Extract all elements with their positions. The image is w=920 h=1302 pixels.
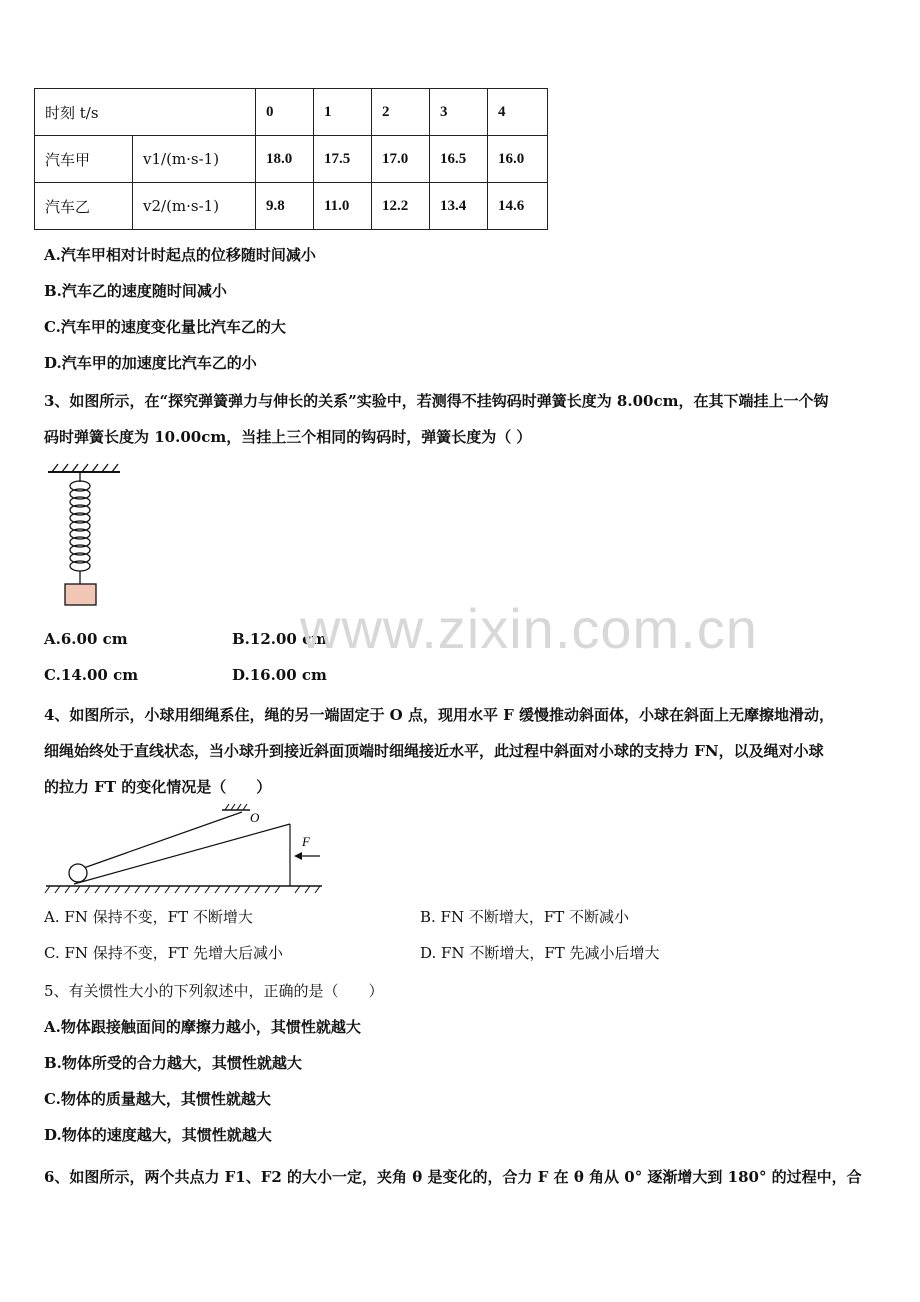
q2-option-c: C.汽车甲的速度变化量比汽车乙的大 [44, 318, 286, 336]
table-cell: 11.0 [314, 183, 372, 230]
q3-option-b: B.12.00 cm [232, 630, 328, 648]
q4-stem-line3: 的拉力 FT 的变化情况是（ ） [44, 778, 272, 796]
table-cell: 汽车乙 [35, 183, 133, 230]
q3-option-a: A.6.00 cm [44, 630, 128, 648]
q2-option-a: A.汽车甲相对计时起点的位移随时间减小 [44, 246, 316, 264]
q5-option-d: D.物体的速度越大，其惯性就越大 [44, 1126, 272, 1144]
table-header-row [35, 89, 548, 136]
point-o-label: O [250, 810, 260, 825]
q4-stem-line1: 4、如图所示，小球用细绳系住，绳的另一端固定于 O 点，现用水平 F 缓慢推动斜面体，小球在斜面上无摩擦地滑动， [44, 706, 835, 724]
table-cell: 16.5 [430, 136, 488, 183]
q4-option-c: C. FN 保持不变，FT 先增大后减小 [44, 944, 283, 962]
q4-option-b: B. FN 不断增大，FT 不断减小 [420, 908, 630, 926]
table-header-cell: 1 [314, 89, 372, 136]
table-header-cell: 2 [372, 89, 430, 136]
table-row [35, 136, 548, 183]
q3-stem-line2: 码时弹簧长度为 10.00cm，当挂上三个相同的钩码时，弹簧长度为（ ） [44, 428, 532, 446]
q4-option-a: A. FN 保持不变，FT 不断增大 [44, 908, 253, 926]
q6-stem-line1: 6、如图所示，两个共点力 F1、F2 的大小一定，夹角 θ 是变化的，合力 F 在 θ 角从 0° 逐渐增大到 180° 的过程中，合 [44, 1168, 862, 1186]
table-header-cell: 时刻 t/s [35, 89, 256, 136]
q5-stem: 5、有关惯性大小的下列叙述中，正确的是（ ） [44, 982, 384, 1000]
table-cell: 9.8 [256, 183, 314, 230]
table-cell: 18.0 [256, 136, 314, 183]
table-row [35, 183, 548, 230]
table-cell: v2/(m·s-1) [133, 183, 256, 230]
table-cell: 汽车甲 [35, 136, 133, 183]
q5-option-a: A.物体跟接触面间的摩擦力越小，其惯性就越大 [44, 1018, 361, 1036]
q4-stem-line2: 细绳始终处于直线状态，当小球升到接近斜面顶端时细绳接近水平，此过程中斜面对小球的支持力 FN，以及绳对小球 [44, 742, 824, 760]
table-cell: v1/(m·s-1) [133, 136, 256, 183]
watermark: www.zixin.com.cn [300, 597, 758, 660]
table-cell: 16.0 [488, 136, 548, 183]
table-cell: 17.5 [314, 136, 372, 183]
q2-option-b: B.汽车乙的速度随时间减小 [44, 282, 227, 300]
spring-diagram [44, 462, 134, 612]
table-header-cell: 0 [256, 89, 314, 136]
table-header-cell: 4 [488, 89, 548, 136]
table-cell: 12.2 [372, 183, 430, 230]
q4-option-d: D. FN 不断增大，FT 先减小后增大 [420, 944, 660, 962]
table-cell: 17.0 [372, 136, 430, 183]
q5-option-b: B.物体所受的合力越大，其惯性就越大 [44, 1054, 302, 1072]
table-header-cell: 3 [430, 89, 488, 136]
table-cell: 13.4 [430, 183, 488, 230]
q5-option-c: C.物体的质量越大，其惯性就越大 [44, 1090, 271, 1108]
force-f-label: F [302, 834, 310, 849]
velocity-table [34, 88, 548, 230]
q3-stem-line1: 3、如图所示，在“探究弹簧弹力与伸长的关系”实验中，若测得不挂钩码时弹簧长度为 8.00cm，在其下端挂上一个钩 [44, 392, 829, 410]
q3-option-d: D.16.00 cm [232, 666, 327, 684]
q2-option-d: D.汽车甲的加速度比汽车乙的小 [44, 354, 257, 372]
q3-option-c: C.14.00 cm [44, 666, 139, 684]
incline-diagram [44, 800, 334, 900]
table-cell: 14.6 [488, 183, 548, 230]
